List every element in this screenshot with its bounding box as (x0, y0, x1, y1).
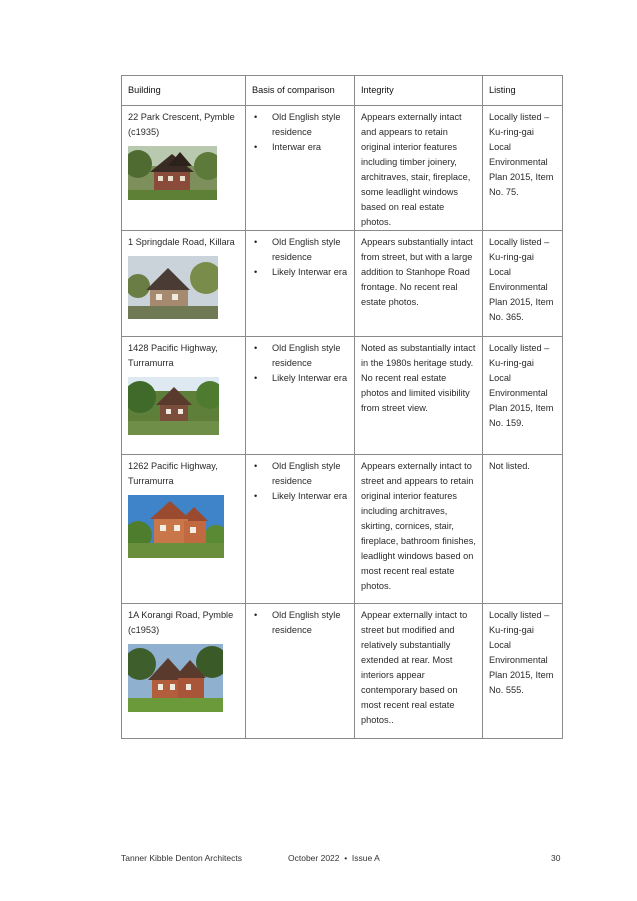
basis-cell (246, 337, 355, 455)
basis-list (252, 459, 348, 504)
comparison-table (121, 75, 563, 739)
basis-item: • Old English style residence (254, 341, 348, 371)
basis-cell (246, 231, 355, 337)
integrity-cell: Noted as substantially intact in the 1980s heritage study. No recent real estate photos and limited visibility from street view. (355, 337, 483, 455)
building-name: 1A Korangi Road, Pymble (c1953) (128, 610, 234, 635)
building-cell (122, 455, 246, 604)
basis-item: • Old English style residence (254, 110, 348, 140)
building-name: 1262 Pacific Highway, Turramurra (128, 461, 218, 486)
header-listing: Listing (483, 76, 563, 106)
basis-item: • Old English style residence (254, 235, 348, 265)
basis-list (252, 235, 348, 280)
building-cell (122, 604, 246, 739)
basis-item: • Likely Interwar era (254, 489, 348, 504)
house-photo-icon (128, 256, 218, 319)
integrity-cell: Appears externally intact to street and appears to retain original interior features including architraves, skirting, cornices, stair, fireplace, bathroom finishes, leadlight windows based on most recent real estate photos. (355, 455, 483, 604)
integrity-cell: Appears externally intact and appears to retain original interior features including timber joinery, architraves, stair, fireplace, some leadlight windows based on real estate photos. (355, 106, 483, 231)
building-name: 1 Springdale Road, Killara (128, 237, 235, 247)
listing-cell: Locally listed – Ku-ring-gai Local Environmental Plan 2015, Item No. 75. (483, 106, 563, 231)
header-building: Building (122, 76, 246, 106)
basis-item: • Old English style residence (254, 608, 348, 638)
house-photo-icon (128, 495, 224, 558)
building-name: 1428 Pacific Highway, Turramurra (128, 343, 218, 368)
house-photo-icon (128, 644, 223, 712)
listing-cell: Locally listed – Ku-ring-gai Local Environmental Plan 2015, Item No. 555. (483, 604, 563, 739)
basis-cell (246, 106, 355, 231)
basis-list (252, 341, 348, 386)
listing-cell: Locally listed – Ku-ring-gai Local Environmental Plan 2015, Item No. 159. (483, 337, 563, 455)
basis-cell (246, 604, 355, 739)
footer-company: Tanner Kibble Denton Architects (121, 853, 242, 863)
header-integrity: Integrity (355, 76, 483, 106)
basis-cell (246, 455, 355, 604)
house-photo-icon (128, 146, 217, 200)
listing-cell: Locally listed – Ku-ring-gai Local Environmental Plan 2015, Item No. 365. (483, 231, 563, 337)
integrity-cell: Appear externally intact to street but modified and relatively substantially extended at rear. Most interiors appear contemporary based on most recent real estate photos.. (355, 604, 483, 739)
building-cell (122, 337, 246, 455)
table-row (122, 337, 563, 455)
basis-item: • Likely Interwar era (254, 265, 348, 280)
building-cell (122, 231, 246, 337)
footer-page-number: 30 (551, 853, 561, 863)
table-row (122, 231, 563, 337)
building-name: 22 Park Crescent, Pymble (c1935) (128, 112, 235, 137)
table-row (122, 604, 563, 739)
table-row (122, 455, 563, 604)
basis-item: • Interwar era (254, 140, 348, 155)
table-row (122, 106, 563, 231)
footer-issue: October 2022 • Issue A (288, 853, 380, 863)
basis-list (252, 110, 348, 155)
basis-item: • Old English style residence (254, 459, 348, 489)
integrity-cell: Appears substantially intact from street, but with a large addition to Stanhope Road frontage. No recent real estate photos. (355, 231, 483, 337)
basis-list (252, 608, 348, 638)
house-photo-icon (128, 377, 219, 435)
listing-cell: Not listed. (483, 455, 563, 604)
table-header-row (122, 76, 563, 106)
basis-item: • Likely Interwar era (254, 371, 348, 386)
building-cell (122, 106, 246, 231)
header-basis: Basis of comparison (246, 76, 355, 106)
